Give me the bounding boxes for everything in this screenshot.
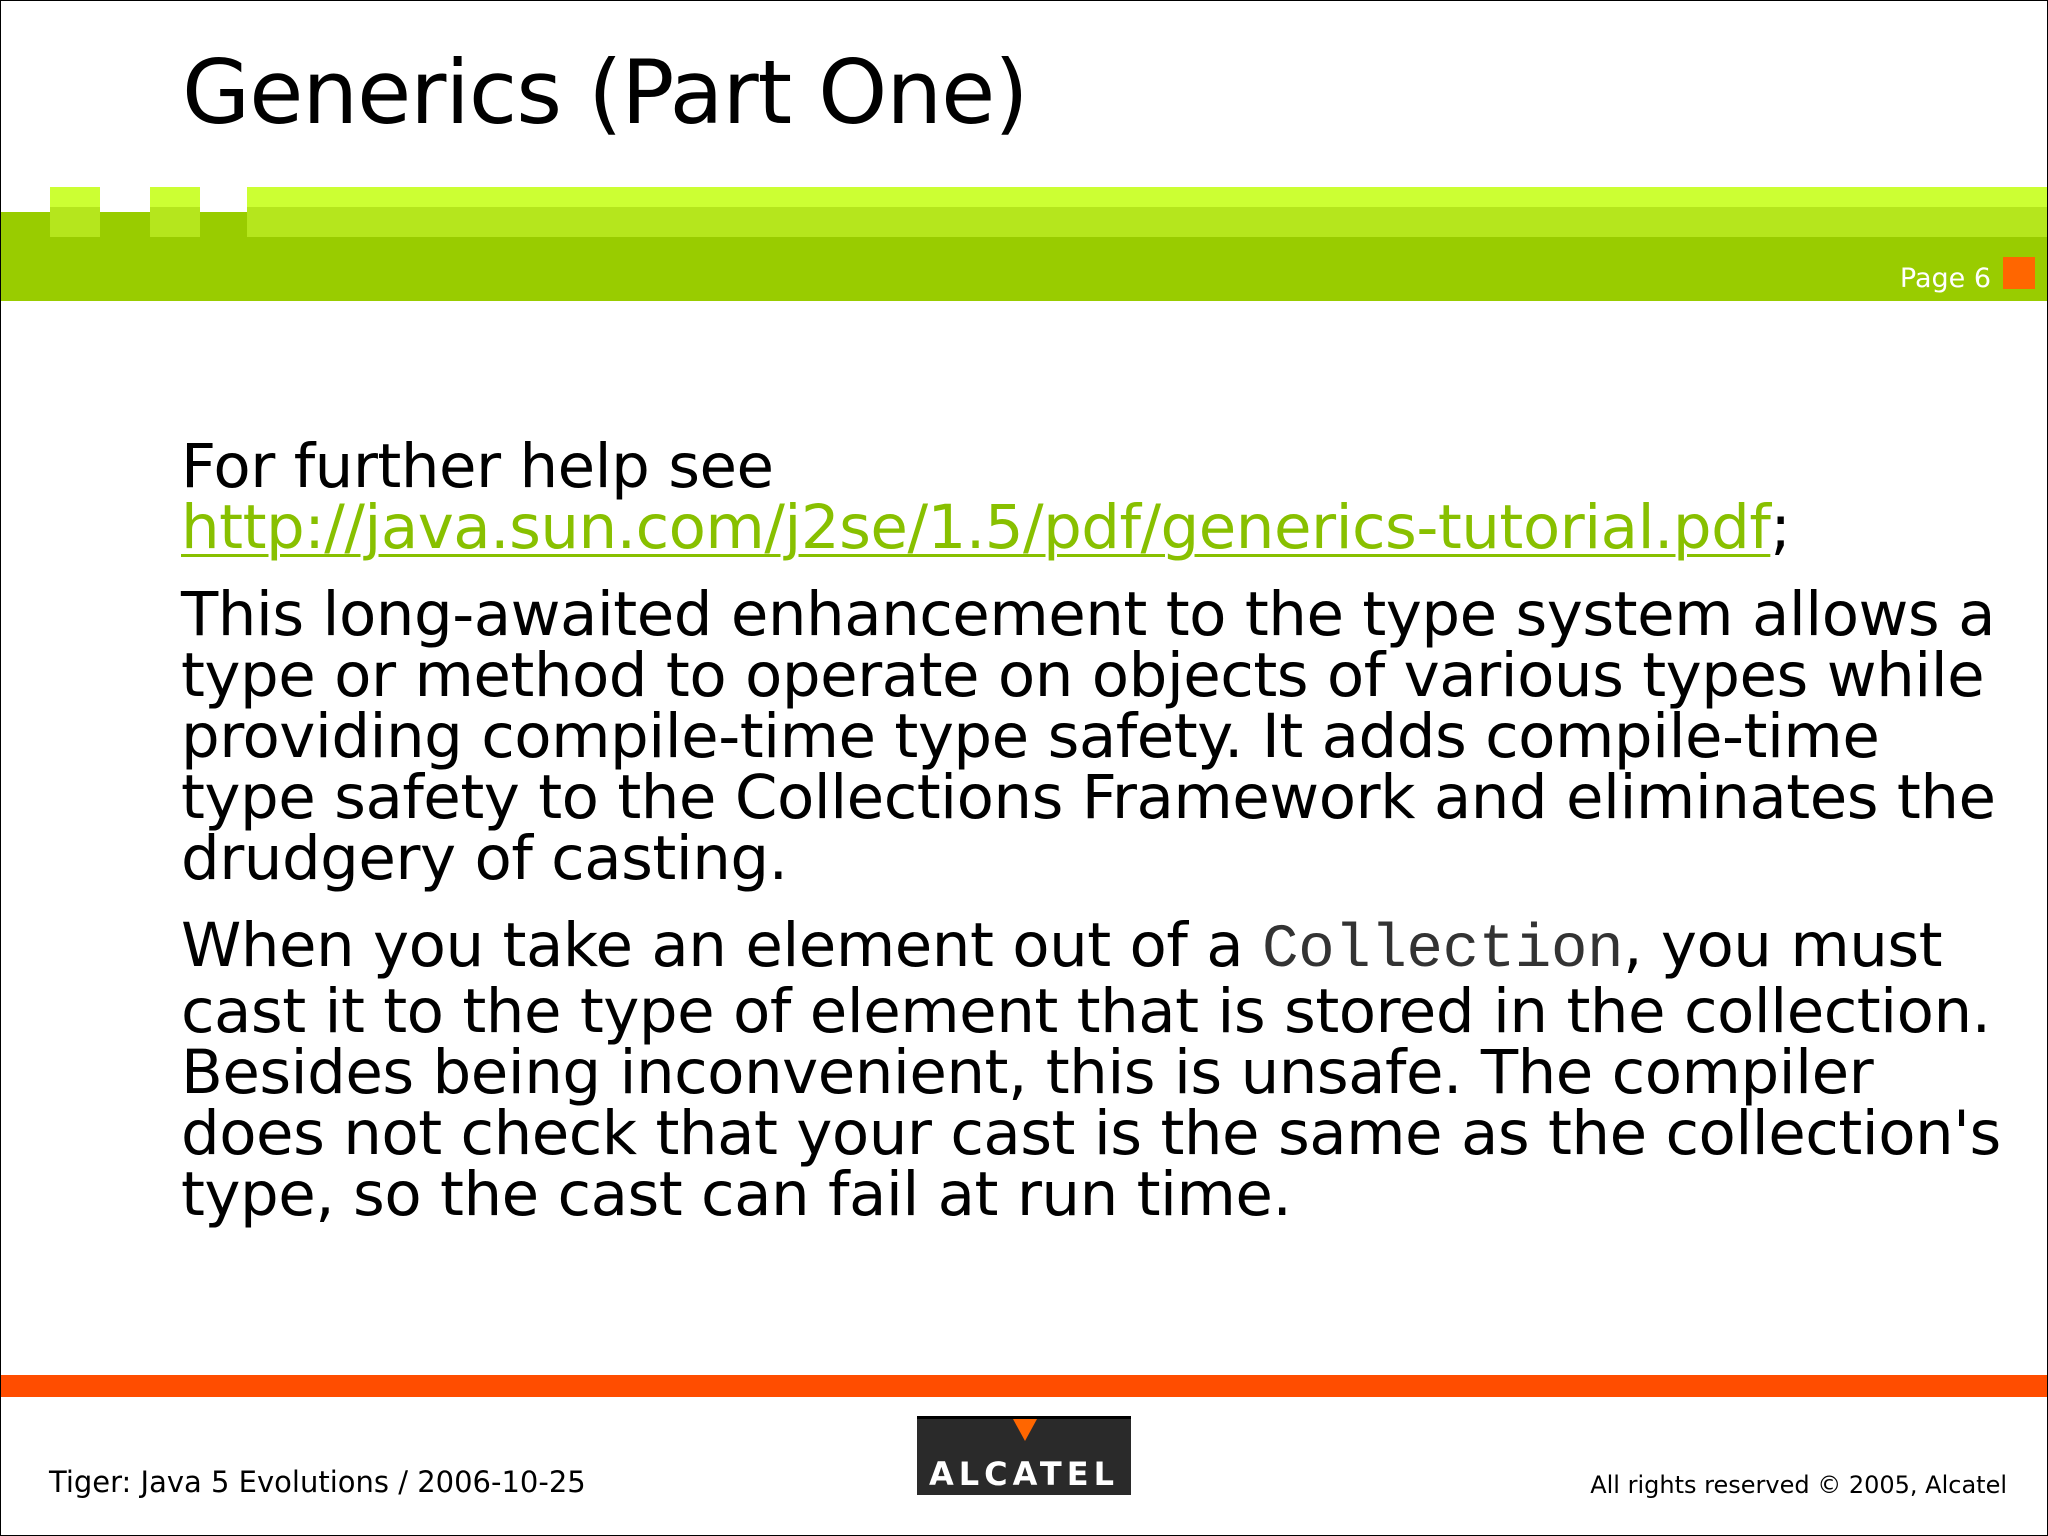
slide-body bbox=[181, 431, 2021, 1251]
header-band-highlight bbox=[247, 187, 2048, 207]
casting-text-after: , you must cast it to the type of element that is stored in the collection. Besides being inconvenient, this is unsafe. The compiler does not check that your cast is the same as the collection's type, so the cast can fail at run time. bbox=[181, 910, 2001, 1230]
footer-copyright: All rights reserved © 2005, Alcatel bbox=[1590, 1471, 2007, 1499]
header-square-1 bbox=[50, 187, 100, 237]
footer-title: Tiger: Java 5 Evolutions / 2006-10-25 bbox=[49, 1465, 586, 1499]
header-square-2 bbox=[150, 187, 200, 237]
paragraph-help bbox=[181, 431, 2021, 563]
page-marker bbox=[2003, 257, 2035, 289]
tutorial-link[interactable]: http://java.sun.com/j2se/1.5/pdf/generics-tutorial.pdf bbox=[181, 492, 1771, 563]
logo-triangle-icon bbox=[1013, 1419, 1037, 1441]
slide-title: Generics (Part One) bbox=[182, 41, 1028, 144]
paragraph-enhancement: This long-awaited enhancement to the type system allows a type or method to operate on objects of various types while providing compile-time type safety. It adds compile-time type safety to the Collections Framework and eliminates the drudgery of casting. bbox=[181, 579, 1996, 894]
collection-code: Collection bbox=[1262, 916, 1624, 985]
footer-bar bbox=[1, 1375, 2048, 1397]
paragraph-casting bbox=[181, 910, 2021, 1230]
logo-text: ALCATEL bbox=[929, 1455, 1119, 1493]
help-text: For further help see bbox=[181, 431, 774, 502]
casting-text-before: When you take an element out of a bbox=[181, 910, 1262, 981]
page-number: Page 6 bbox=[1899, 263, 1991, 294]
alcatel-logo bbox=[917, 1416, 1131, 1495]
link-punctuation: ; bbox=[1770, 492, 1791, 563]
